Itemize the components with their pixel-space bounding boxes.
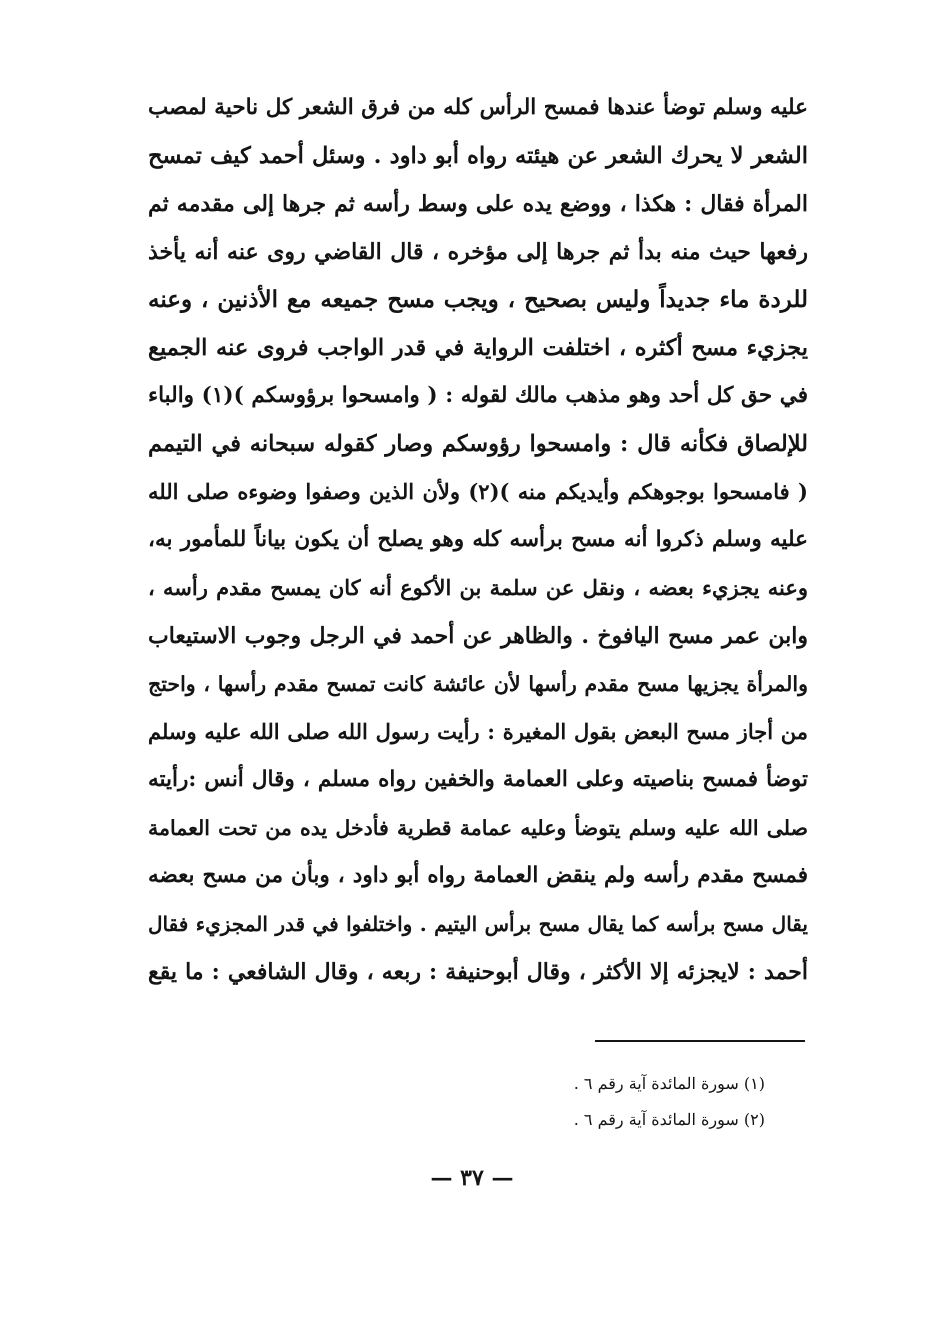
text-line: يقال مسح برأسه كما يقال مسح برأس اليتيم . واختلفوا في قدر المجزيء فقال [148,912,808,936]
text-line: للإلصاق فكأنه قال : وامسحوا رؤوسكم وصار كقوله سبحانه في التيمم [148,431,808,457]
text-line: المرأة فقال : هكذا ، ووضع يده على وسط رأسه ثم جرها إلى مقدمه ثم [148,191,808,217]
text-line: للردة ماء جديداً وليس بصحيح ، ويجب مسح جميعه مع الأذنين ، وعنه [148,286,808,313]
footnote-2: (٢) سورة المائدة آية رقم ٦ . [573,1110,765,1129]
text-line: عليه وسلم ذكروا أنه مسح برأسه كله وهو يصلح أن يكون بياناً للمأمور به، [148,527,808,552]
footnotes [420,1066,765,1138]
body-text [148,84,808,996]
text-line: وعنه يجزيء بعضه ، ونقل عن سلمة بن الأكوع أنه كان يمسح مقدم رأسه ، [148,575,808,600]
text-line: وابن عمر مسح اليافوخ . والظاهر عن أحمد في الرجل وجوب الاستيعاب [148,623,808,649]
text-line: رفعها حيث منه بدأ ثم جرها إلى مؤخره ، قال القاضي روى عنه أنه يأخذ [148,239,808,265]
text-line: الشعر لا يحرك الشعر عن هيئته رواه أبو داود . وسئل أحمد كيف تمسح [148,143,808,169]
footnote-divider [595,1040,805,1042]
footnote-1: (١) سورة المائدة آية رقم ٦ . [573,1074,765,1093]
text-line: أحمد : لايجزئه إلا الأكثر ، وقال أبوحنيفة : ربعه ، وقال الشافعي : ما يقع [148,959,808,985]
text-line: يجزيء مسح أكثره ، اختلفت الرواية في قدر الواجب فروى عنه الجميع [148,335,808,361]
text-line: والمرأة يجزيها مسح مقدم رأسها لأن عائشة كانت تمسح مقدم رأسها ، واحتج [148,672,808,696]
text-line: ( فامسحوا بوجوهكم وأيديكم منه )(٢) ولأن الذين وصفوا وضوءه صلى الله [148,479,808,504]
text-line: في حق كل أحد وهو مذهب مالك لقوله : ( وامسحوا برؤوسكم )(١) والباء [148,383,808,408]
page-number: — ٣٧ — [430,1165,514,1191]
text-line: عليه وسلم توضأ عندها فمسح الرأس كله من فرق الشعر كل ناحية لمصب [148,95,808,120]
text-line: فمسح مقدم رأسه ولم ينقض العمامة رواه أبو داود ، وبأن من مسح بعضه [148,863,808,888]
text-line: توضأ فمسح بناصيته وعلى العمامة والخفين رواه مسلم ، وقال أنس :رأيته [148,767,808,792]
text-line: من أجاز مسح البعض بقول المغيرة : رأيت رسول الله صلى الله عليه وسلم [148,719,808,744]
text-line: صلى الله عليه وسلم يتوضأ وعليه عمامة قطرية فأدخل يده من تحت العمامة [148,816,808,840]
